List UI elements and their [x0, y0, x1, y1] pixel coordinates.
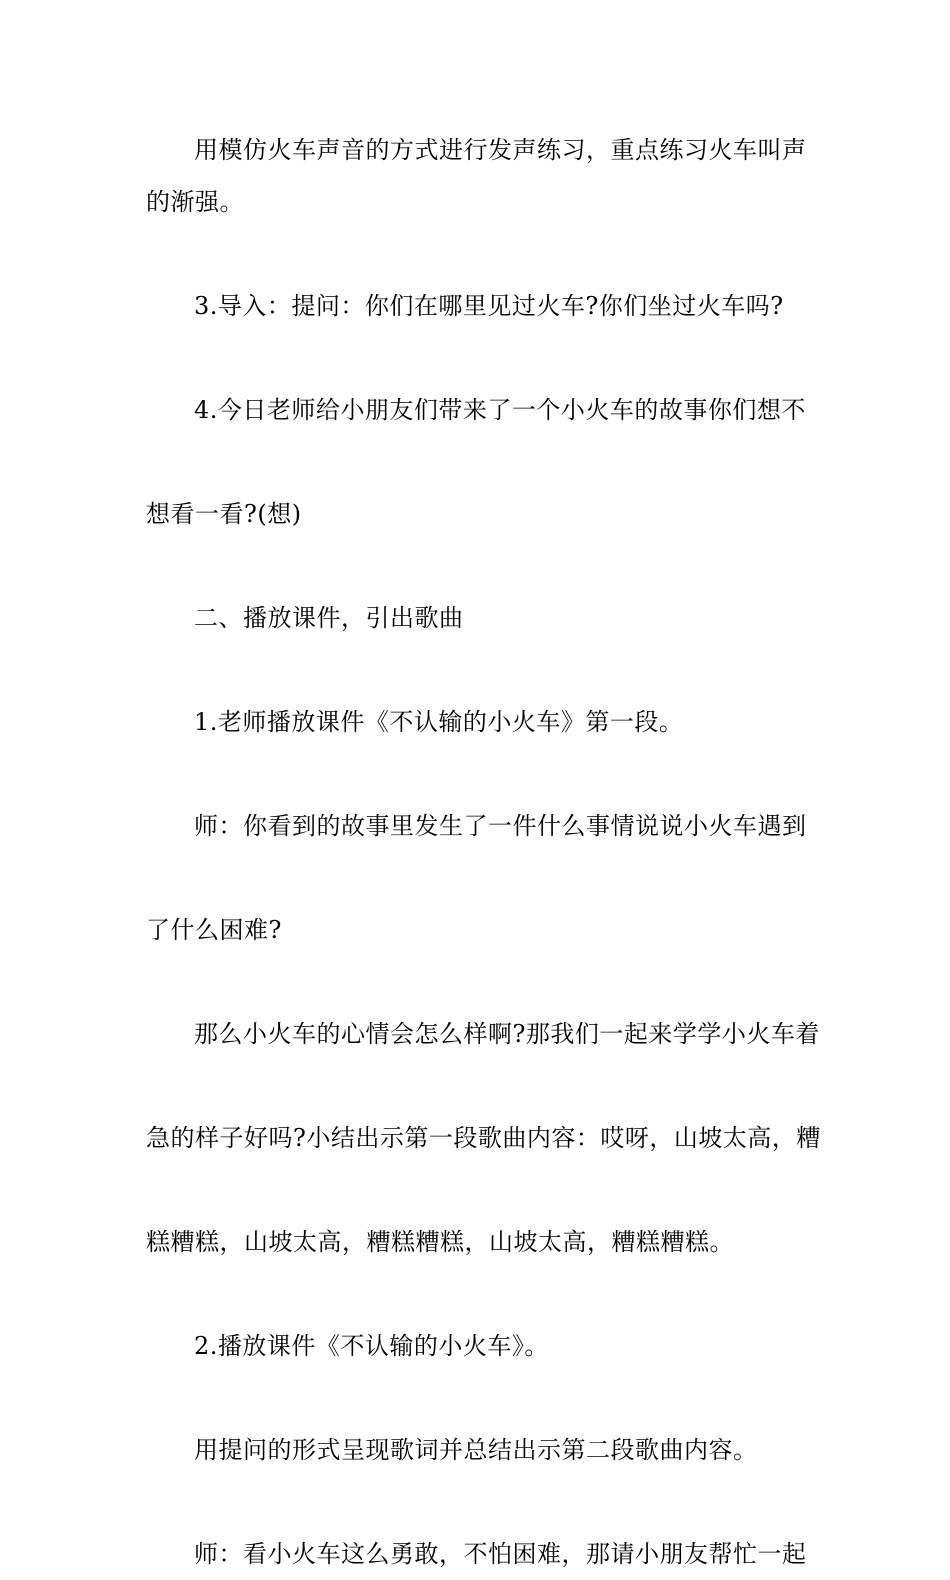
paragraph	[146, 384, 806, 540]
text-line: 用模仿火车声音的方式进行发声练习，重点练习火车叫声	[194, 136, 807, 164]
section-heading	[146, 592, 806, 644]
paragraph	[146, 696, 806, 748]
text-line: 3.导入：提问：你们在哪里见过火车?你们坐过火车吗?	[194, 292, 784, 320]
paragraph	[146, 124, 806, 228]
text-line: 急的样子好吗?小结出示第一段歌曲内容：哎呀，山坡太高，糟	[146, 1124, 821, 1152]
text-line: 1.老师播放课件《不认输的小火车》第一段。	[194, 708, 684, 736]
text-line: 想看一看?(想)	[146, 500, 302, 528]
text-line: 师：你看到的故事里发生了一件什么事情说说小火车遇到	[194, 812, 807, 840]
text-line: 4.今日老师给小朋友们带来了一个小火车的故事你们想不	[194, 396, 806, 424]
paragraph	[146, 280, 806, 332]
paragraph	[146, 1528, 806, 1580]
text-line: 二、播放课件，引出歌曲	[194, 604, 464, 632]
document-body	[146, 124, 821, 1580]
text-line: 用提问的形式呈现歌词并总结出示第二段歌曲内容。	[194, 1436, 758, 1464]
text-line: 2.播放课件《不认输的小火车》。	[194, 1332, 549, 1360]
paragraph	[146, 1424, 806, 1476]
text-line: 了什么困难?	[146, 916, 282, 944]
paragraph	[146, 800, 806, 956]
paragraph	[146, 1008, 821, 1268]
text-line: 师：看小火车这么勇敢，不怕困难，那请小朋友帮忙一起	[194, 1540, 807, 1568]
text-line: 那么小火车的心情会怎么样啊?那我们一起来学学小火车着	[194, 1020, 820, 1048]
text-line: 糕糟糕，山坡太高，糟糕糟糕，山坡太高，糟糕糟糕。	[146, 1228, 734, 1256]
text-line: 的渐强。	[146, 188, 244, 216]
paragraph	[146, 1320, 806, 1372]
